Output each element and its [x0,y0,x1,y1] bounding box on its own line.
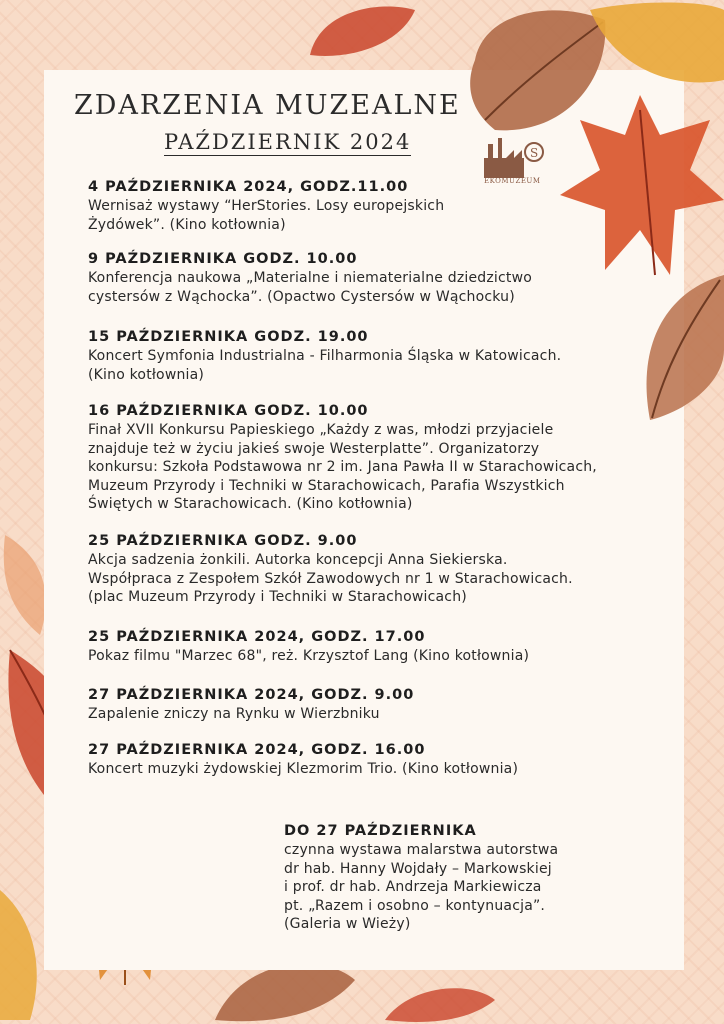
event-item [88,178,444,234]
leaf-right-brown-icon [630,270,724,430]
event-item [88,402,597,514]
event-item [88,686,414,724]
event-description: Konferencja naukowa „Materialne i niematerialne dziedzictwo cystersów z Wąchocka”. (Opactwo Cystersów w Wąchocku) [88,270,533,305]
event-item [88,741,518,779]
final-event-date: DO 27 PAŹDZIERNIKA [284,823,477,839]
page-title: ZDARZENIA MUZEALNE [74,90,461,121]
event-date: 16 PAŹDZIERNIKA GODZ. 10.00 [88,403,369,419]
event-item [88,250,532,306]
final-event-description: czynna wystawa malarstwa autorstwa dr hab. Hanny Wojdały – Markowskiej i prof. dr hab. Andrzeja Markiewicza pt. „Razem i osobno – kontynuacja”. (Galeria w Wieży) [284,842,559,932]
event-item [88,628,529,666]
leaf-top-right-yellow-icon [585,0,724,90]
event-item [88,328,561,384]
event-date: 27 PAŹDZIERNIKA 2024, GODZ. 16.00 [88,742,426,758]
event-description: Wernisaż wystawy “HerStories. Losy europejskich Żydówek”. (Kino kotłownia) [88,198,445,233]
svg-text:S: S [530,146,539,160]
event-date: 27 PAŹDZIERNIKA 2024, GODZ. 9.00 [88,687,415,703]
leaf-top-center-icon [300,0,420,60]
event-description: Zapalenie zniczy na Rynku w Wierzbniku [88,706,380,722]
leaf-right-red-icon [560,90,724,280]
event-date: 15 PAŹDZIERNIKA GODZ. 19.00 [88,329,369,345]
leaf-bottom-right-icon [380,980,500,1024]
event-description: Finał XVII Konkursu Papieskiego „Każdy z was, młodzi przyjaciele znajduje też w życiu jakieś swoje Westerplatte”. Organizatorzy konkursu: Szkoła Podstawowa nr 2 im. Jana Pawła II w Starachowicach, Muzeum Przyrody i Techniki w Starachowicach, Parafia Wszystkich Świętych w Starachowicach. (Kino kotłownia) [88,422,597,512]
event-description: Pokaz filmu "Marzec 68", reż. Krzysztof Lang (Kino kotłownia) [88,648,530,664]
event-description: Koncert Symfonia Industrialna - Filharmonia Śląska w Katowicach. (Kino kotłownia) [88,348,562,383]
logo-text: EKOMUZEUM [484,177,541,185]
event-item [88,532,573,607]
leaf-bottom-far-left-icon [0,880,50,1024]
event-date: 4 PAŹDZIERNIKA 2024, GODZ.11.00 [88,179,409,195]
event-description: Akcja sadzenia żonkili. Autorka koncepcji Anna Siekierska. Współpraca z Zespołem Szkół Zawodowych nr 1 w Starachowicach. (plac Muzeum Przyrody i Techniki w Starachowicach) [88,552,573,605]
event-description: Koncert muzyki żydowskiej Klezmorim Trio. (Kino kotłownia) [88,761,519,777]
event-date: 25 PAŹDZIERNIKA 2024, GODZ. 17.00 [88,629,426,645]
event-date: 25 PAŹDZIERNIKA GODZ. 9.00 [88,533,358,549]
final-event [284,822,624,934]
event-date: 9 PAŹDZIERNIKA GODZ. 10.00 [88,251,358,267]
page-subtitle: PAŹDZIERNIK 2024 [164,130,412,154]
